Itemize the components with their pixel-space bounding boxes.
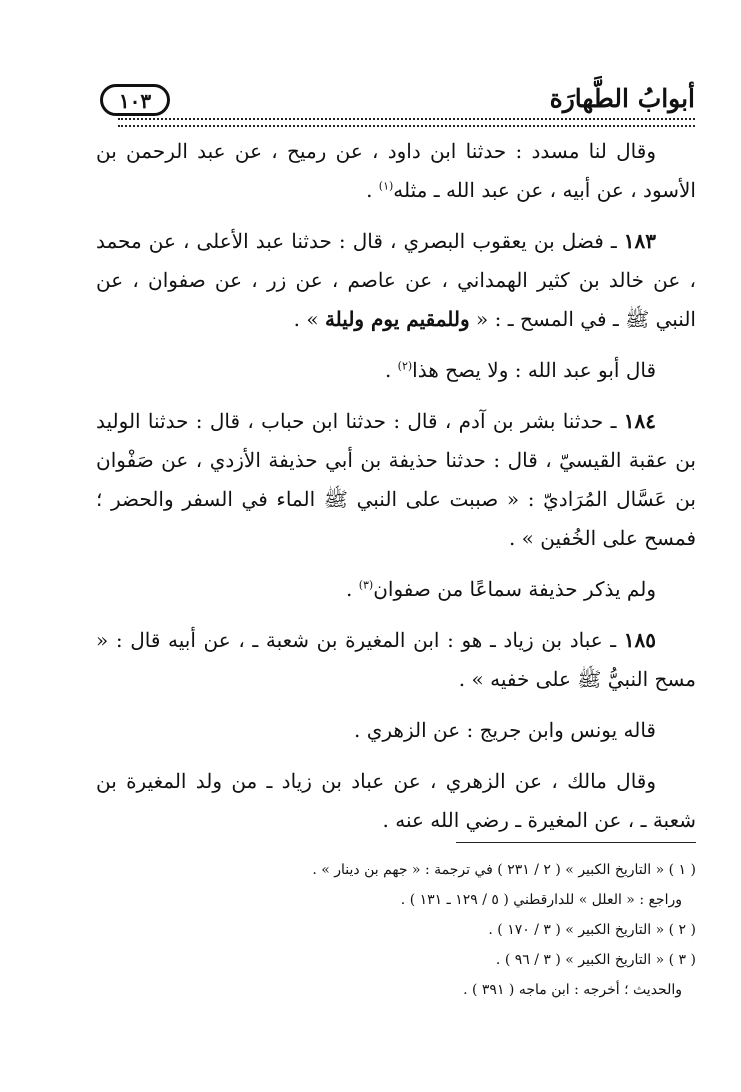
footnote-3: ( ٣ ) « التاريخ الكبير » ( ٣ / ٩٦ ) . (495, 952, 696, 968)
hadith-185 (96, 621, 696, 699)
hadith-184 (96, 402, 696, 558)
footnote-1-continued: وراجع : « العلل » للدارقطني ( ٥ / ١٢٩ ـ ١٣١ ) . (400, 892, 682, 908)
paragraph-end: » . (293, 307, 325, 331)
paragraph-end: . (366, 178, 379, 202)
paragraph-1 (96, 132, 696, 210)
page-header (100, 80, 695, 122)
footnote-marker: (٣) (358, 578, 374, 592)
page-number-box (100, 84, 170, 116)
hadith-number: ١٨٥ (623, 628, 656, 652)
main-text (96, 132, 696, 852)
footnote-1: ( ١ ) « التاريخ الكبير » ( ٢ / ٢٣١ ) في ترجمة : « جهم بن دينار » . (312, 862, 696, 878)
footnote-marker: (٢) (397, 359, 413, 373)
footnote-divider (456, 842, 696, 843)
header-divider (118, 118, 695, 127)
paragraph-text: قال أبو عبد الله : ولا يصح هذا (412, 358, 656, 382)
hadith-183 (96, 222, 696, 339)
paragraph-end: . (345, 577, 359, 601)
quoted-text: وللمقيم يوم وليلة (324, 307, 470, 331)
paragraph-text: ـ فضل بن يعقوب البصري ، قال : حدثنا عبد الأعلى ، عن محمد ، عن خالد بن كثير الهمداني ، عن عاصم ، عن زر ، عن صفوان ، عن النبي ﷺ ـ في المسح ـ : « (96, 229, 696, 331)
paragraph-7 (96, 711, 696, 750)
footnote-3-continued: والحديث ؛ أخرجه : ابن ماجه ( ٣٩١ ) . (463, 982, 682, 998)
paragraph-text: وقال مالك ، عن الزهري ، عن عباد بن زياد ـ من ولد المغيرة بن شعبة ـ ، عن المغيرة ـ رضي الله عنه . (96, 769, 696, 832)
paragraph-8 (96, 762, 696, 840)
hadith-number: ١٨٤ (623, 409, 656, 433)
paragraph-text: ـ عباد بن زياد ـ هو : ابن المغيرة بن شعبة ـ ، عن أبيه قال : « مسح النبيُّ ﷺ على خفيه » . (96, 628, 696, 691)
paragraph-5 (96, 570, 696, 609)
paragraph-text: ولم يذكر حذيفة سماعًا من صفوان (373, 577, 656, 601)
page-title: أبوابُ الطَّهارَة (549, 84, 695, 113)
footnotes (270, 855, 696, 1005)
footnote-2: ( ٢ ) « التاريخ الكبير » ( ٣ / ١٧٠ ) . (488, 922, 696, 938)
paragraph-text: ـ حدثنا بشر بن آدم ، قال : حدثنا ابن حباب ، قال : حدثنا الوليد بن عقبة القيسيّ ، قال : حدثنا حذيفة بن أبي حذيفة الأزدي ، عن صَفْوان بن عَسَّال المُرَاديّ : « صببت على النبي ﷺ الماء في السفر والحضر ؛ فمسح على الخُفين » . (96, 409, 696, 550)
footnote-marker: (١) (378, 179, 394, 193)
paragraph-end: . (384, 358, 398, 382)
page-number: ١٠٣ (118, 89, 152, 113)
paragraph-text: وقال لنا مسدد : حدثنا ابن داود ، عن رميح ، عن عبد الرحمن بن الأسود ، عن أبيه ، عن عبد الله ـ مثله (96, 139, 696, 202)
paragraph-text: قاله يونس وابن جريج : عن الزهري . (354, 718, 656, 742)
paragraph-3 (96, 351, 696, 390)
hadith-number: ١٨٣ (623, 229, 656, 253)
